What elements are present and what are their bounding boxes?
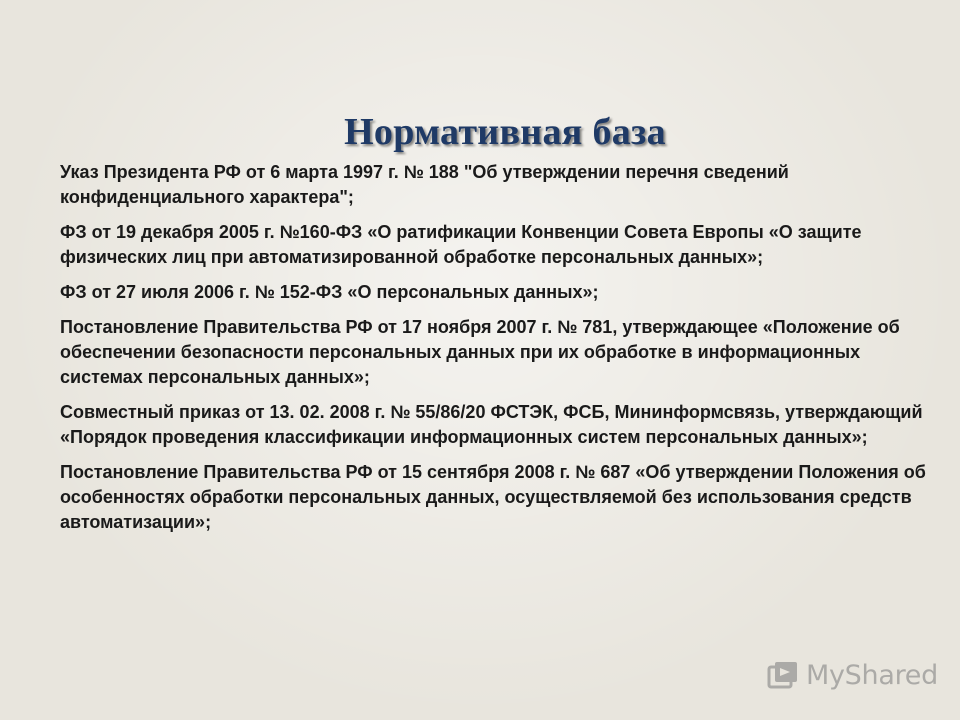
list-item: Указ Президента РФ от 6 марта 1997 г. № 188 "Об утверждении перечня сведений конфиденциального характера";: [60, 162, 789, 207]
watermark: [766, 655, 938, 695]
list-item: ФЗ от 27 июля 2006 г. № 152-ФЗ «О персональных данных»;: [60, 282, 599, 302]
list-item: Постановление Правительства РФ от 15 сентября 2008 г. № 687 «Об утверждении Положения об особенностях обработки персональных данных, осуществляемой без использования средств автоматизации»;: [60, 462, 926, 532]
watermark-text: MyShared: [806, 659, 938, 691]
list-item: Постановление Правительства РФ от 17 ноября 2007 г. № 781, утверждающее «Положение об обеспечении безопасности персональных данных при их обработке в информационных системах персональных данных»;: [60, 317, 900, 387]
slide-title: Нормативная база: [344, 111, 666, 153]
list-item: ФЗ от 19 декабря 2005 г. №160-ФЗ «О ратификации Конвенции Совета Европы «О защите физических лиц при автоматизированной обработке персональных данных»;: [60, 222, 862, 267]
list-item: Совместный приказ от 13. 02. 2008 г. № 55/86/20 ФСТЭК, ФСБ, Мининформсвязь, утверждающий «Порядок проведения классификации информационных систем персональных данных»;: [60, 402, 923, 447]
regulation-list: [60, 160, 940, 545]
myshared-logo-icon: [766, 658, 800, 692]
